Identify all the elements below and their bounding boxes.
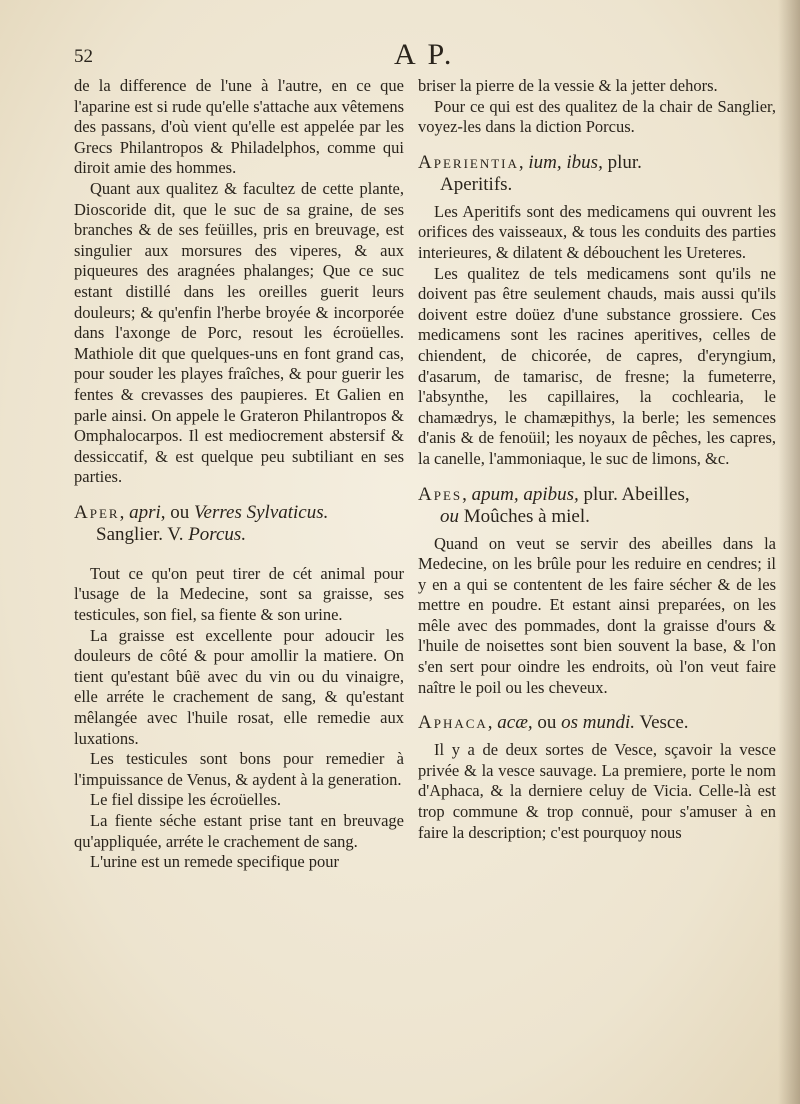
right-column [418,76,776,843]
entry-heading-aphaca: Aphaca, acæ, ou os mundi. Vesce. [418,712,689,734]
entry-latin: os mundi. [561,712,636,734]
paragraph-graisse: La graisse est excellente pour adoucir les douleurs de côté & pour amollir la matiere. On tient qu'estant bûë avec du vin ou du vinaigre, elle arréte le crachement de sang, & qu'estant mêlangée avec l'huile rosat, elle remedie aux luxations. [74,625,404,748]
entry-headword: Apes [418,483,463,505]
left-column [74,76,404,873]
entry-forms: apri [129,501,161,523]
entry-subline [418,174,776,196]
paragraph-continued: de la difference de l'une à l'autre, en ce que l'aparine est si rude qu'elle s'attache aux vêtemens des passans, d'où vient qu'elle est appelée par les Grecs Philantropos & Philadelphos, comme qui diroit amie des hommes. [74,76,404,178]
entry-french: Aperitifs. [440,173,513,195]
page-number: 52 [74,46,93,67]
entry-french: Abeilles, [621,483,690,505]
paragraph-qualities: Quant aux qualitez & facultez de cette plante, Dioscoride dit, que le suc de sa graine, de ses branches & de ses feüilles, pris en breuvage, est singulier aux morsures des viperes, & aux piqueures des aragnées phalanges; Que ce suc estant distillé dans les oreilles guerit leurs douleurs; & qu'enfin l'herbe broyée & incorporée dans l'axonge de Porc, resout les écroüelles. Mathiole dit que quelques-uns en font grand cas, pour souder les playes fraîches, & pour guerir les fentes & crevasses des paupieres. Et Galien en parle ainsi. On appele le Grateron Philantropos & Omphalocarpos. Il est mediocrement abstersif & dessiccatif, & est quelque peu subtiliant en ses parties. [74,178,404,487]
entry-subline [418,506,776,528]
page-edge-shadow [778,0,800,1104]
paragraph-urine: L'urine est un remede specifique pour [90,852,340,872]
entry-see-reference: Porcus. [188,523,247,545]
paragraph-continued-right: briser la pierre de la vessie & la jetter dehors. [418,76,718,95]
paragraph-vesce: Il y a de deux sortes de Vesce, sçavoir la vesce privée & la vesce sauvage. La premiere, porte le nom d'Aphaca, & la derniere celuy de Vicia. Celle-là est trop commune & trop connuë, pour s'amuser à en faire la description; c'est pourquoy nous [418,740,776,842]
entry-plural: plur. [583,483,618,505]
paragraph-chair: Pour ce qui est des qualitez de la chair de Sanglier, voyez-les dans la diction Porcus. [418,96,776,137]
paragraph-aperitifs: Les Aperitifs sont des medicamens qui ouvrent les orifices des vaisseaux, & tous les conduits des parties interieures, & dilatent & débouchent les Ureteres. [418,201,776,262]
entry-forms: acæ, [497,712,533,734]
entry-plural: plur. [607,151,642,173]
entry-heading-aperientia: Aperientia, ium, ibus, plur. Aperitifs. [418,152,776,196]
paragraph-fiel: Le fiel dissipe les écroüelles. [90,790,282,810]
page-header [74,40,776,74]
entry-heading-apes: Apes, apum, apibus, plur. Abeilles, ou Moûches à miel. [418,484,776,528]
running-head: A P. [394,38,455,71]
entry-joiner: ou [537,712,557,734]
entry-headword: Aphaca [418,712,488,734]
entry-headword: Aperientia [418,151,519,173]
entry-latin: Verres Sylvaticus. [194,501,329,523]
paragraph-animal: Tout ce qu'on peut tirer de cét animal pour l'usage de la Medecine, sont sa graisse, ses testicules, son fiel, sa fiente & son urine. [74,563,404,625]
entry-subline [74,524,404,546]
entry-french-2: Moûches à miel. [463,505,590,527]
entry-joiner: ou [440,505,459,527]
paragraph-qualites-aperitifs: Les qualitez de tels medicamens sont qu'ils ne doivent pas être seulement chauds, mais aussi qu'ils doivent estre doüez d'une substance grossiere. Ces medicamens sont les racines aperitives, celles de chiendent, de chicorée, de capres, d'eryngium, d'asarum, de tamarisc, de fresne; la fumeterre, l'absynthe, les capillaires, la cochlearia, le chamædrys, le chamæpithys, la berle; les semences d'anis & de fenoüil; les noyaux de pêches, les capres, la canelle, l'ammoniaque, le suc de limons, &c. [418,263,776,468]
paragraph-testicules: Les testicules sont bons pour remedier à l'impuissance de Venus, & aydent à la generation. [74,749,404,789]
entry-forms: ium, ibus, [528,151,603,173]
entry-forms: apum, apibus, [471,483,579,505]
entry-french: Vesce. [639,712,689,734]
paragraph-abeilles: Quand on veut se servir des abeilles dans la Medecine, on les brûle pour les reduire en cendres; il y en a qui se contentent de les faire sécher & de les mettre en poudre. Et estant ainsi preparées, on les mêle avec des pommades, dont la graisse d'ours & l'huile de noisettes sont bien souvent la base, & l'on s'en sert pour oindre les endroits, où l'on veut faire naître le poil ou les cheveux. [418,533,776,697]
entry-headword: Aper [74,501,120,523]
entry-heading-aper: Aper, apri, ou Verres Sylvaticus. Sanglier. V. Porcus. [74,502,404,546]
entry-joiner: ou [170,501,190,523]
paragraph-fiente: La fiente séche estant prise tant en breuvage qu'appliquée, arréte le crachement de sang. [74,811,404,851]
entry-french: Sanglier. V. [96,523,184,545]
